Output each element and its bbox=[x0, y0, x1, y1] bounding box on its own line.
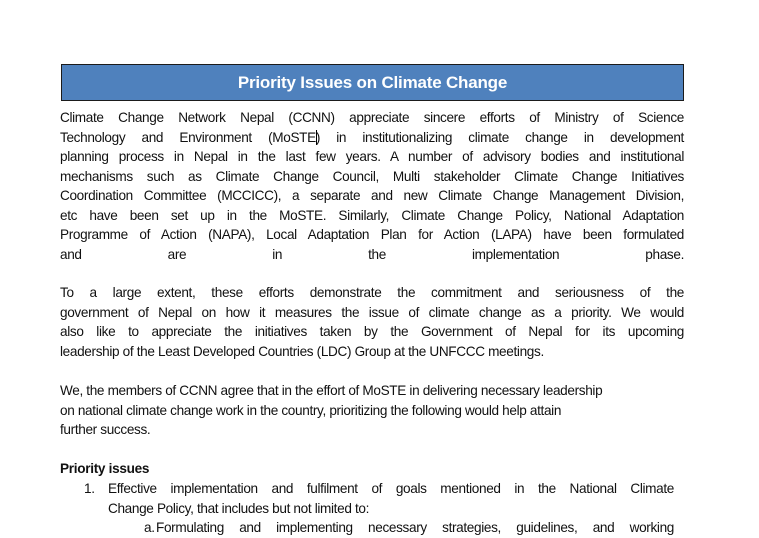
priority-list[interactable] bbox=[60, 479, 674, 538]
paragraph-line: leadership of the Least Developed Countries (LDC) Group at the UNFCCC meetings. bbox=[60, 343, 544, 359]
list-item bbox=[60, 479, 674, 518]
paragraph-line: government of Nepal on how it measures the issue of climate change as a priority. We would bbox=[60, 304, 684, 320]
paragraph-line: and are in the implementation phase. bbox=[60, 246, 684, 262]
paragraph-line: Technology and Environment (MoSTE) in institutionalizing climate change in development bbox=[60, 129, 684, 145]
list-item-line: Effective implementation and fulfilment of goals mentioned in the National Climate bbox=[108, 481, 674, 496]
paragraph-line: We, the members of CCNN agree that in the effort of MoSTE in delivering necessary leadership bbox=[60, 383, 603, 398]
list-number: 1. bbox=[84, 481, 95, 496]
priority-issues-heading: Priority issues bbox=[60, 461, 150, 476]
paragraph-line: on national climate change work in the country, prioritizing the following would help attain bbox=[60, 402, 562, 418]
paragraph-line: Coordination Committee (MCCICC), a separate and new Climate Change Management Division, bbox=[60, 188, 684, 203]
paragraph-3[interactable] bbox=[60, 381, 684, 440]
paragraph-line: etc have been set up in the MoSTE. Similarly, Climate Change Policy, National Adaptation bbox=[60, 207, 684, 223]
sub-list-letter: a. bbox=[144, 520, 155, 535]
title-banner bbox=[61, 64, 684, 101]
paragraph-line: To a large extent, these efforts demonstrate the commitment and seriousness of the bbox=[60, 285, 684, 300]
paragraph-1[interactable] bbox=[60, 108, 684, 264]
paragraph-line: further success. bbox=[60, 422, 151, 437]
paragraph-2[interactable] bbox=[60, 283, 684, 361]
paragraph-line: also like to appreciate the initiatives taken by the Government of Nepal for its upcoming bbox=[60, 324, 684, 339]
paragraph-line: mechanisms such as Climate Change Council, Multi stakeholder Climate Change Initiatives bbox=[60, 168, 684, 184]
paragraph-line: planning process in Nepal in the last few years. A number of advisory bodies and institutional bbox=[60, 149, 684, 164]
document-title: Priority Issues on Climate Change bbox=[237, 72, 508, 92]
list-item-line: Change Policy, that includes but not limited to: bbox=[108, 500, 370, 516]
paragraph-line: Programme of Action (NAPA), Local Adaptation Plan for Action (LAPA) have been formulated bbox=[60, 227, 684, 242]
paragraph-line: Climate Change Network Nepal (CCNN) appreciate sincere efforts of Ministry of Science bbox=[60, 110, 684, 125]
sub-list-item-line: Formulating and implementing necessary strategies, guidelines, and working bbox=[156, 520, 674, 535]
